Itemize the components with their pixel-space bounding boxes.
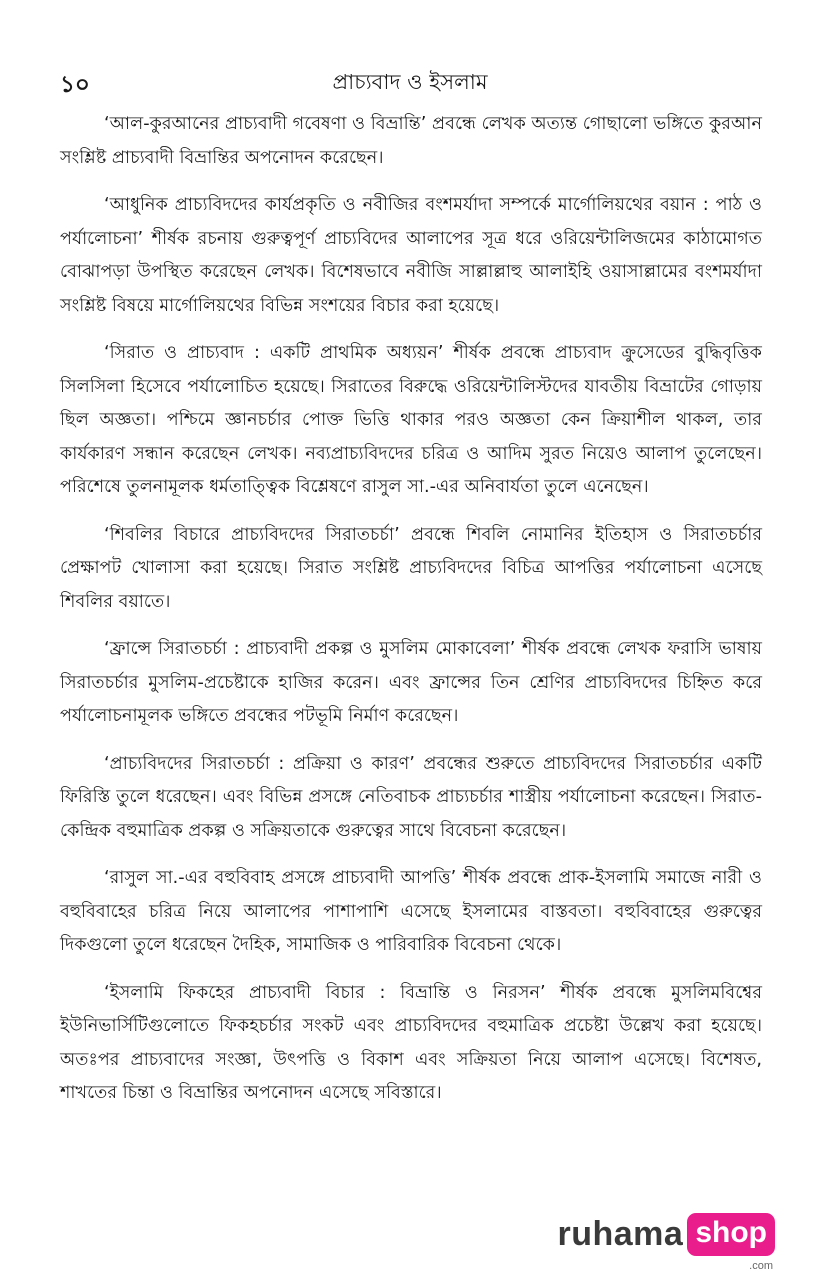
paragraph: ‘প্রাচ্যবিদদের সিরাতচর্চা : প্রক্রিয়া ও কারণ’ প্রবন্ধের শুরুতে প্রাচ্যবিদদের সিরাতচর্চার একটি ফিরিস্তি তুলে ধরেছেন। এবং বিভিন্ন প্রসঙ্গে নেতিবাচক প্রাচ্যচর্চার শাস্ত্রীয় পর্যালোচনা করেছেন। সিরাত-কেন্দ্রিক বহুমাত্রিক প্রকল্প ও সক্রিয়তাকে গুরুত্বের সাথে বিবেচনা করেছেন। (60, 753, 762, 841)
paragraph: ‘ফ্রান্সে সিরাতচর্চা : প্রাচ্যবাদী প্রকল্প ও মুসলিম মোকাবেলা’ শীর্ষক প্রবন্ধে লেখক ফরাসি ভাষায় সিরাতচর্চার মুসলিম-প্রচেষ্টাকে হাজির করেন। এবং ফ্রান্সের তিন শ্রেণির প্রাচ্যবিদদের চিহ্নিত করে পর্যালোচনামূলক ভঙ্গিতে প্রবন্ধের পটভূমি নির্মাণ করেছেন। (60, 639, 762, 726)
paragraph: ‘সিরাত ও প্রাচ্যবাদ : একটি প্রাথমিক অধ্যয়ন’ শীর্ষক প্রবন্ধে প্রাচ্যবাদ ক্রুসেডের বুদ্ধিবৃত্তিক সিলসিলা হিসেবে পর্যালোচিত হয়েছে। সিরাতের বিরুদ্ধে ওরিয়েন্টালিস্টদের যাবতীয় বিভ্রাটের গোড়ায় ছিল অজ্ঞতা। পশ্চিমে জ্ঞানচর্চার পোক্ত ভিত্তি থাকার পরও অজ্ঞতা কেন ক্রিয়াশীল থাকল, তার কার্যকারণ সন্ধান করেছেন লেখক। নব্যপ্রাচ্যবিদদের চরিত্র ও আদিম সুরত নিয়েও আলাপ তুলেছেন। পরিশেষে তুলনামূলক ধর্মতাত্ত্বিক বিশ্লেষণে রাসুল সা.-এর অনিবার্যতা তুলে এনেছেন। (60, 343, 762, 497)
logo-text-shop: shop (687, 1213, 775, 1256)
logo-text-ruhama: ruhama (557, 1214, 684, 1253)
logo-shop-badge (687, 1213, 775, 1272)
paragraph: ‘শিবলির বিচারে প্রাচ্যবিদদের সিরাতচর্চা’ প্রবন্ধে শিবলি নোমানির ইতিহাস ও সিরাতচর্চার প্রেক্ষাপট খোলাসা করা হয়েছে। সিরাত সংশ্লিষ্ট প্রাচ্যবিদদের বিচিত্র আপত্তির পর্যালোচনা এসেছে শিবলির বয়াতে। (60, 524, 762, 612)
paragraph: ‘রাসুল সা.-এর বহুবিবাহ প্রসঙ্গে প্রাচ্যবাদী আপত্তি’ শীর্ষক প্রবন্ধে প্রাক-ইসলামি সমাজে নারী ও বহুবিবাহের চরিত্র নিয়ে আলাপের পাশাপাশি এসেছে ইসলামের বাস্তবতা। বহুবিবাহের গুরুত্বের দিকগুলো তুলে ধরেছেন দৈহিক, সামাজিক ও পারিবারিক বিবেচনা থেকে। (60, 868, 762, 955)
logo-text-com: .com (749, 1259, 773, 1272)
ruhamashop-logo (557, 1210, 776, 1272)
paragraph: ‘আল-কুরআনের প্রাচ্যবাদী গবেষণা ও বিভ্রান্তি’ প্রবন্ধে লেখক অত্যন্ত গোছালো ভঙ্গিতে কুরআন সংশ্লিষ্ট প্রাচ্যবাদী বিভ্রান্তির অপনোদন করেছেন। (60, 114, 762, 168)
page-header (60, 66, 760, 106)
body-text (60, 108, 762, 1125)
page-number: ১০ (60, 72, 90, 98)
running-title: প্রাচ্যবাদ ও ইসলাম (332, 70, 488, 94)
paragraph: ‘আধুনিক প্রাচ্যবিদদের কার্যপ্রকৃতি ও নবীজির বংশমর্যাদা সম্পর্কে মার্গোলিয়থের বয়ান : পাঠ ও পর্যালোচনা’ শীর্ষক রচনায় গুরুত্বপূর্ণ প্রাচ্যবিদের আলাপের সূত্র ধরে ওরিয়েন্টালিজমের কাঠামোগত বোঝাপড়া উপস্থিত করেছেন লেখক। বিশেষভাবে নবীজি সাল্লাল্লাহু আলাইহি ওয়াসাল্লামের বংশমর্যাদা সংশ্লিষ্ট বিষয়ে মার্গোলিয়থের বিভিন্ন সংশয়ের বিচার করা হয়েছে। (60, 195, 762, 316)
paragraph: ‘ইসলামি ফিকহের প্রাচ্যবাদী বিচার : বিভ্রান্তি ও নিরসন’ শীর্ষক প্রবন্ধে মুসলিমবিশ্বের ইউনিভার্সিটিগুলোতে ফিকহচর্চার সংকট এবং প্রাচ্যবিদদের বহুমাত্রিক প্রচেষ্টা উল্লেখ করা হয়েছে। অতঃপর প্রাচ্যবাদের সংজ্ঞা, উৎপত্তি ও বিকাশ এবং সক্রিয়তা নিয়ে আলাপ এসেছে। বিশেষত, শাখতের চিন্তা ও বিভ্রান্তির অপনোদন এসেছে সবিস্তারে। (60, 982, 762, 1103)
